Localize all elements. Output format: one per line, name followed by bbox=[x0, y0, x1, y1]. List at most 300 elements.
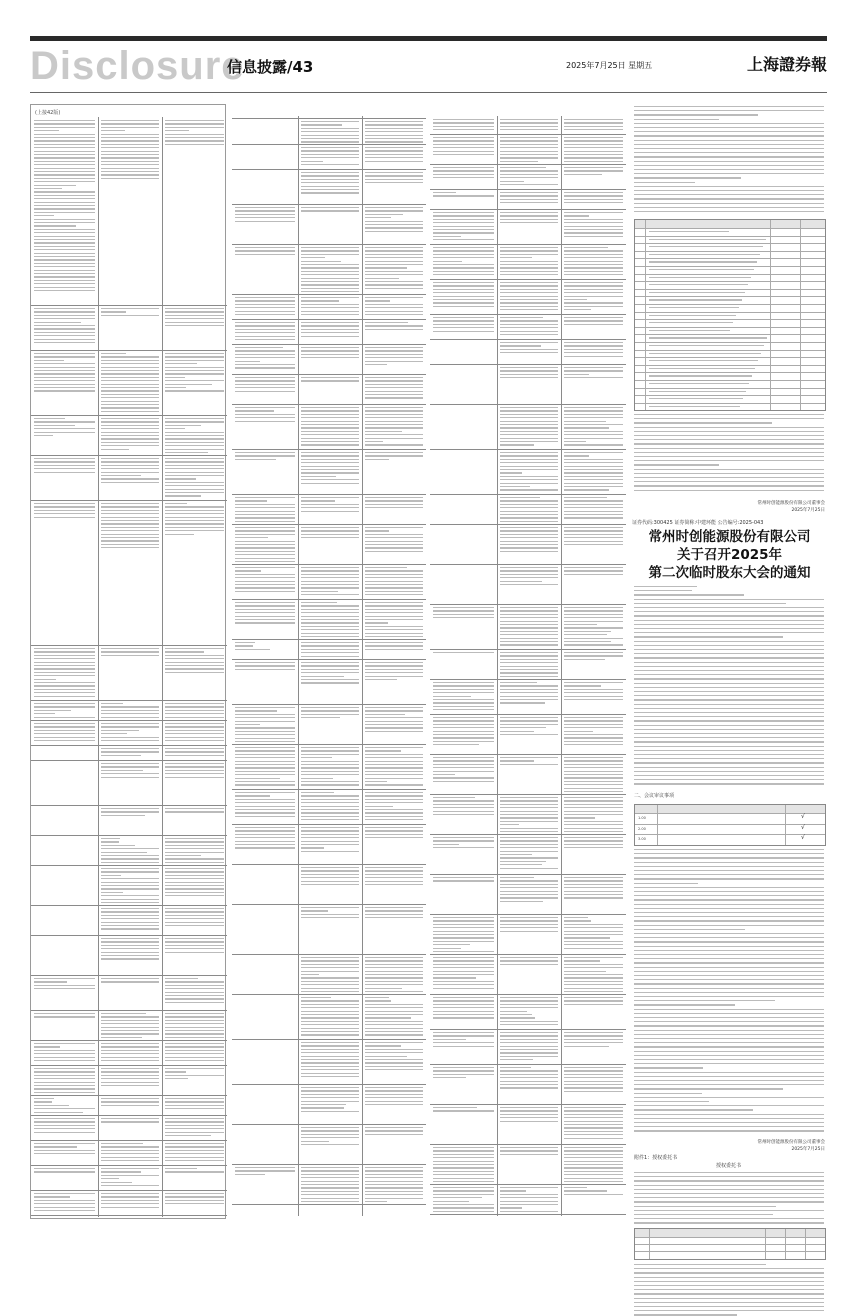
text-line bbox=[634, 624, 824, 625]
text-line bbox=[634, 695, 824, 696]
text-line bbox=[301, 665, 359, 666]
table-row-divider bbox=[232, 374, 426, 375]
text-line bbox=[500, 847, 558, 848]
text-line bbox=[365, 795, 423, 796]
text-line bbox=[634, 1076, 824, 1077]
text-line bbox=[101, 534, 159, 535]
text-line bbox=[301, 247, 359, 248]
notice-signer: 常州时创能源股份有限公司董事会 bbox=[757, 1140, 825, 1145]
text-line bbox=[433, 977, 476, 978]
text-line bbox=[634, 870, 824, 871]
text-line bbox=[301, 1087, 359, 1088]
text-line bbox=[101, 513, 159, 514]
text-line bbox=[101, 737, 159, 738]
text-line bbox=[101, 540, 159, 541]
text-line bbox=[301, 284, 359, 285]
text-line bbox=[433, 964, 494, 965]
text-line bbox=[500, 119, 558, 120]
text-line bbox=[34, 1203, 95, 1204]
text-line bbox=[634, 1180, 824, 1181]
text-line bbox=[500, 887, 558, 888]
text-line bbox=[34, 259, 95, 260]
text-line bbox=[301, 847, 324, 848]
text-line bbox=[433, 1178, 494, 1179]
text-line bbox=[301, 278, 359, 279]
text-line bbox=[101, 360, 159, 361]
text-line bbox=[634, 699, 824, 700]
text-line bbox=[564, 534, 623, 535]
text-line bbox=[165, 1108, 224, 1109]
table-row-divider bbox=[31, 720, 227, 721]
table-row bbox=[635, 319, 825, 320]
text-line bbox=[34, 1193, 95, 1194]
text-line bbox=[365, 1094, 423, 1095]
text-line bbox=[634, 996, 824, 997]
text-line bbox=[34, 461, 95, 462]
table-row-divider bbox=[232, 1124, 426, 1125]
text-line bbox=[433, 296, 494, 297]
text-line bbox=[235, 750, 295, 751]
text-line bbox=[365, 1007, 423, 1008]
table-row-divider bbox=[232, 524, 426, 525]
table-row-divider bbox=[430, 404, 626, 405]
text-line bbox=[634, 1030, 824, 1031]
text-line bbox=[301, 452, 359, 453]
text-line bbox=[301, 407, 359, 408]
text-line bbox=[564, 229, 623, 230]
text-line bbox=[365, 809, 423, 810]
text-line bbox=[165, 658, 224, 659]
text-line bbox=[301, 649, 359, 650]
text-line bbox=[301, 441, 359, 442]
text-line bbox=[101, 380, 159, 381]
text-line bbox=[101, 1043, 159, 1044]
table-row-divider bbox=[430, 679, 626, 680]
text-line bbox=[634, 144, 824, 145]
table-row-divider bbox=[430, 564, 626, 565]
text-line bbox=[101, 1193, 159, 1194]
text-line bbox=[301, 802, 359, 803]
text-line bbox=[365, 802, 423, 803]
text-line bbox=[301, 626, 359, 627]
text-line bbox=[365, 757, 423, 758]
text-line bbox=[564, 274, 623, 275]
text-line bbox=[500, 1190, 526, 1191]
text-line bbox=[634, 971, 824, 972]
text-line bbox=[433, 807, 494, 808]
text-line bbox=[301, 633, 359, 634]
text-line bbox=[365, 784, 423, 785]
text-line bbox=[301, 761, 359, 762]
text-line bbox=[564, 264, 623, 265]
text-line bbox=[365, 767, 423, 768]
text-line bbox=[301, 527, 359, 528]
text-line bbox=[365, 414, 423, 415]
text-line bbox=[34, 185, 76, 186]
text-line bbox=[165, 485, 224, 486]
table-row-divider bbox=[430, 279, 626, 280]
text-line bbox=[235, 809, 295, 810]
text-line bbox=[365, 281, 423, 282]
text-line bbox=[634, 607, 824, 608]
text-line bbox=[34, 276, 95, 277]
text-line bbox=[433, 934, 494, 935]
text-line bbox=[500, 215, 558, 216]
text-line bbox=[564, 129, 623, 130]
text-line bbox=[564, 764, 623, 765]
text-line bbox=[101, 1013, 146, 1014]
text-line bbox=[101, 1143, 143, 1144]
text-line bbox=[500, 638, 558, 639]
text-line bbox=[235, 561, 295, 562]
table-cell-text bbox=[649, 406, 740, 407]
text-line bbox=[500, 170, 558, 171]
text-line bbox=[634, 456, 824, 457]
text-line bbox=[34, 287, 95, 288]
text-line bbox=[101, 925, 159, 926]
text-line bbox=[165, 458, 224, 459]
text-line bbox=[500, 144, 558, 145]
text-line bbox=[235, 612, 295, 613]
text-line bbox=[634, 1197, 824, 1198]
text-line bbox=[500, 289, 558, 290]
table-row-divider bbox=[232, 1084, 426, 1085]
table-row-divider bbox=[31, 500, 227, 501]
text-line bbox=[165, 418, 224, 419]
text-line bbox=[500, 1024, 558, 1025]
text-line bbox=[564, 1174, 623, 1175]
text-line bbox=[500, 1211, 558, 1212]
table-row-divider bbox=[31, 455, 227, 456]
text-line bbox=[634, 1051, 824, 1052]
table-row-divider bbox=[430, 754, 626, 755]
text-line bbox=[365, 977, 423, 978]
text-line bbox=[235, 527, 295, 528]
text-line bbox=[235, 616, 295, 617]
text-line bbox=[500, 497, 540, 498]
text-line bbox=[301, 210, 359, 211]
text-line bbox=[564, 192, 623, 193]
text-line bbox=[165, 706, 224, 707]
text-line bbox=[165, 730, 224, 731]
text-line bbox=[101, 855, 159, 856]
text-line bbox=[301, 300, 339, 301]
text-line bbox=[165, 445, 224, 446]
text-line bbox=[301, 182, 359, 183]
text-line bbox=[634, 988, 824, 989]
text-line bbox=[101, 740, 159, 741]
text-line bbox=[564, 627, 623, 628]
text-line bbox=[634, 1080, 824, 1081]
text-line bbox=[235, 802, 295, 803]
text-line bbox=[564, 324, 623, 325]
text-line bbox=[365, 384, 423, 385]
text-line bbox=[301, 877, 359, 878]
text-line bbox=[433, 614, 494, 615]
text-line bbox=[101, 517, 159, 518]
text-line bbox=[301, 479, 359, 480]
text-line bbox=[101, 147, 159, 148]
text-line bbox=[500, 544, 558, 545]
text-line bbox=[564, 1171, 623, 1172]
text-line bbox=[101, 411, 159, 412]
text-line bbox=[500, 1052, 558, 1053]
text-line bbox=[235, 455, 295, 456]
text-line bbox=[34, 1053, 95, 1054]
text-line bbox=[634, 448, 824, 449]
text-line bbox=[365, 417, 423, 418]
text-line bbox=[301, 444, 359, 445]
text-line bbox=[101, 523, 159, 524]
text-line bbox=[433, 147, 494, 148]
text-line bbox=[634, 657, 824, 658]
text-line bbox=[301, 350, 359, 351]
newspaper-logo: 上海證券報 bbox=[746, 55, 827, 74]
text-line bbox=[301, 757, 332, 758]
text-line bbox=[634, 920, 824, 921]
text-line bbox=[165, 1125, 224, 1126]
text-line bbox=[301, 636, 359, 637]
text-line bbox=[500, 669, 558, 670]
text-line bbox=[301, 254, 359, 255]
text-line bbox=[101, 763, 159, 764]
text-line bbox=[235, 837, 295, 838]
text-line bbox=[101, 941, 159, 942]
text-line bbox=[101, 432, 159, 433]
text-line bbox=[634, 1268, 824, 1269]
text-line bbox=[365, 357, 423, 358]
text-line bbox=[301, 131, 359, 132]
text-line bbox=[301, 612, 359, 613]
text-line bbox=[433, 1174, 494, 1175]
text-line bbox=[634, 140, 824, 141]
text-line bbox=[301, 594, 359, 595]
text-line bbox=[301, 507, 359, 508]
text-line bbox=[101, 902, 159, 903]
text-line bbox=[500, 504, 558, 505]
text-line bbox=[34, 1196, 70, 1197]
text-line bbox=[564, 254, 623, 255]
table-row bbox=[635, 266, 825, 267]
text-line bbox=[500, 472, 522, 473]
text-line bbox=[634, 733, 824, 734]
text-line bbox=[500, 199, 558, 200]
text-line bbox=[433, 948, 461, 949]
text-line bbox=[433, 129, 494, 130]
column-1-comparison-table bbox=[30, 104, 226, 1219]
table-row-divider bbox=[232, 564, 426, 565]
text-line bbox=[301, 577, 359, 578]
text-line bbox=[165, 1078, 188, 1079]
text-line bbox=[235, 329, 295, 330]
text-line bbox=[564, 644, 623, 645]
text-line bbox=[101, 766, 159, 767]
text-line bbox=[500, 800, 558, 801]
text-line bbox=[301, 469, 359, 470]
text-line bbox=[500, 1110, 558, 1111]
text-line bbox=[365, 507, 423, 508]
text-line bbox=[564, 717, 623, 718]
text-line bbox=[365, 1014, 423, 1015]
text-line bbox=[34, 215, 54, 216]
text-line bbox=[165, 127, 224, 128]
text-line bbox=[101, 726, 159, 727]
text-line bbox=[165, 922, 224, 923]
text-line bbox=[365, 837, 423, 838]
text-line bbox=[235, 247, 295, 248]
text-line bbox=[235, 507, 295, 508]
text-line bbox=[564, 296, 623, 297]
text-line bbox=[101, 1050, 159, 1051]
text-line bbox=[165, 995, 224, 996]
text-line bbox=[165, 1053, 224, 1054]
text-line bbox=[500, 129, 558, 130]
text-line bbox=[101, 1178, 119, 1179]
table-row-divider bbox=[232, 404, 426, 405]
text-line bbox=[433, 299, 494, 300]
text-line bbox=[101, 527, 159, 528]
text-line bbox=[634, 857, 824, 858]
text-line bbox=[101, 1105, 159, 1106]
text-line bbox=[365, 124, 423, 125]
text-line bbox=[101, 537, 159, 538]
text-line bbox=[365, 224, 423, 225]
text-line bbox=[500, 184, 558, 185]
text-line bbox=[564, 1084, 623, 1085]
text-line bbox=[564, 617, 623, 618]
text-line bbox=[564, 737, 623, 738]
text-line bbox=[634, 1314, 737, 1315]
upper-notice-date: 2025年7月25日 bbox=[791, 508, 825, 513]
text-line bbox=[165, 1168, 197, 1169]
text-line bbox=[301, 1130, 359, 1131]
text-line bbox=[564, 974, 623, 975]
text-line bbox=[165, 373, 224, 374]
text-line bbox=[564, 527, 623, 528]
text-line bbox=[564, 1077, 623, 1078]
text-line bbox=[433, 222, 494, 223]
table-cell-text bbox=[649, 269, 754, 270]
text-line bbox=[301, 957, 359, 958]
text-line bbox=[500, 167, 546, 168]
text-line bbox=[500, 219, 558, 220]
text-line bbox=[101, 120, 159, 121]
text-line bbox=[301, 314, 359, 315]
text-line bbox=[235, 741, 295, 742]
text-line bbox=[165, 530, 224, 531]
text-line bbox=[365, 710, 423, 711]
table-cell-text bbox=[649, 231, 729, 232]
text-line bbox=[101, 1150, 159, 1151]
text-line bbox=[34, 506, 95, 507]
text-line bbox=[564, 960, 600, 961]
text-line bbox=[564, 236, 623, 237]
text-line bbox=[235, 1167, 295, 1168]
text-line bbox=[433, 811, 494, 812]
text-line bbox=[564, 472, 623, 473]
text-line bbox=[34, 1132, 95, 1133]
text-line bbox=[301, 1090, 359, 1091]
text-line bbox=[301, 380, 359, 381]
text-line bbox=[634, 883, 698, 884]
text-line bbox=[500, 292, 558, 293]
table-row-divider bbox=[31, 760, 227, 761]
text-line bbox=[500, 734, 558, 735]
text-line bbox=[101, 848, 159, 849]
text-line bbox=[365, 322, 408, 323]
text-line bbox=[500, 352, 558, 353]
text-line bbox=[235, 764, 295, 765]
masthead-top-rule bbox=[30, 36, 827, 41]
text-line bbox=[365, 121, 423, 122]
text-line bbox=[433, 924, 494, 925]
text-line bbox=[235, 307, 295, 308]
text-line bbox=[500, 574, 558, 575]
text-line bbox=[433, 212, 494, 213]
text-line bbox=[101, 373, 159, 374]
text-line bbox=[564, 948, 623, 949]
text-line bbox=[634, 594, 744, 595]
text-line bbox=[634, 975, 824, 976]
text-line bbox=[433, 804, 494, 805]
text-line bbox=[500, 760, 534, 761]
text-line bbox=[101, 713, 159, 714]
text-line bbox=[101, 922, 159, 923]
table-row bbox=[635, 251, 825, 252]
text-line bbox=[165, 841, 224, 842]
agenda-checkmark: √ bbox=[801, 834, 805, 841]
text-line bbox=[634, 1101, 709, 1102]
text-line bbox=[301, 264, 359, 265]
text-line bbox=[634, 628, 824, 629]
text-line bbox=[301, 150, 359, 151]
text-line bbox=[34, 191, 95, 192]
text-line bbox=[235, 609, 295, 610]
text-line bbox=[564, 828, 623, 829]
text-line bbox=[365, 619, 423, 620]
text-line bbox=[365, 574, 423, 575]
text-line bbox=[235, 452, 295, 453]
text-line bbox=[235, 761, 295, 762]
text-line bbox=[34, 1068, 95, 1069]
text-line bbox=[634, 683, 824, 684]
text-line bbox=[365, 154, 423, 155]
text-line bbox=[101, 397, 159, 398]
text-line bbox=[564, 610, 623, 611]
text-line bbox=[301, 472, 359, 473]
text-line bbox=[301, 250, 359, 251]
text-line bbox=[34, 723, 95, 724]
text-line bbox=[564, 122, 623, 123]
text-line bbox=[101, 733, 127, 734]
text-line bbox=[564, 299, 587, 300]
text-line bbox=[500, 417, 558, 418]
text-line bbox=[34, 1121, 95, 1122]
text-line bbox=[101, 547, 159, 548]
text-line bbox=[500, 884, 558, 885]
text-line bbox=[500, 254, 558, 255]
text-line bbox=[235, 207, 295, 208]
text-line bbox=[301, 438, 359, 439]
text-line bbox=[165, 495, 201, 496]
text-line bbox=[34, 363, 95, 364]
table-row-divider bbox=[430, 794, 626, 795]
text-line bbox=[564, 1039, 623, 1040]
text-line bbox=[365, 380, 423, 381]
text-line bbox=[34, 981, 67, 982]
text-line bbox=[165, 325, 224, 326]
text-line bbox=[101, 958, 159, 959]
